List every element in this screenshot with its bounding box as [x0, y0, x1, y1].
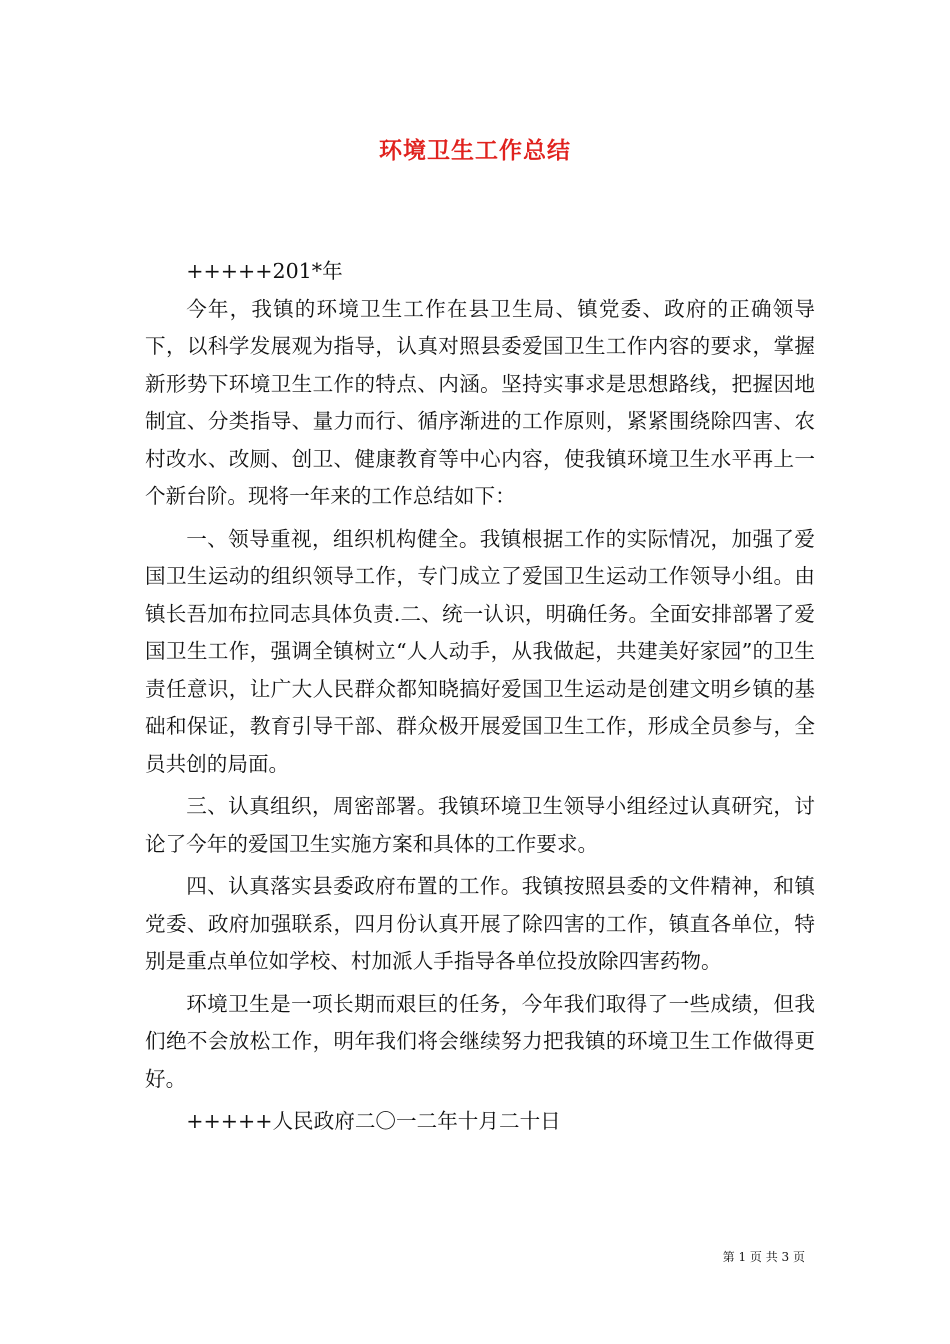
page-number: 第 1 页 共 3 页 [722, 1250, 805, 1264]
paragraph-conclusion: 环境卫生是一项长期而艰巨的任务，今年我们取得了一些成绩，但我们绝不会放松工作，明年我们将会继续努力把我镇的环境卫生工作做得更好。 [145, 991, 815, 1091]
paragraph-leadership: 一、领导重视，组织机构健全。我镇根据工作的实际情况，加强了爱国卫生运动的组织领导工作，专门成立了爱国卫生运动工作领导小组。由镇长吾加布拉同志具体负责.二、统一认识，明确任务。全面安排部署了爱国卫生工作，强调全镇树立“人人动手，从我做起，共建美好家园”的卫生责任意识，让广大人民群众都知晓搞好爱国卫生运动是创建文明乡镇的基础和保证，教育引导干部、群众极开展爱国卫生工作，形成全员参与，全员共创的局面。 [145, 526, 815, 776]
date-line: +++++201*年 [186, 259, 343, 283]
document-body [145, 253, 815, 1141]
paragraph-implementation: 四、认真落实县委政府布置的工作。我镇按照县委的文件精神，和镇党委、政府加强联系，四月份认真开展了除四害的工作，镇直各单位，特别是重点单位如学校、村加派人手指导各单位投放除四害药物。 [145, 874, 815, 973]
paragraph-intro: 今年，我镇的环境卫生工作在县卫生局、镇党委、政府的正确领导下，以科学发展观为指导，认真对照县委爱国卫生工作内容的要求，掌握新形势下环境卫生工作的特点、内涵。坚持实事求是思想路线，把握因地制宜、分类指导、量力而行、循序渐进的工作原则，紧紧围绕除四害、农村改水、改厕、创卫、健康教育等中心内容，使我镇环境卫生水平再上一个新台阶。现将一年来的工作总结如下： [145, 296, 815, 508]
signature-line: +++++人民政府二〇一二年十月二十日 [186, 1109, 561, 1133]
paragraph-organization: 三、认真组织，周密部署。我镇环境卫生领导小组经过认真研究，讨论了今年的爱国卫生实施方案和具体的工作要求。 [145, 794, 815, 856]
document-title: 环境卫生工作总结 [379, 137, 571, 164]
